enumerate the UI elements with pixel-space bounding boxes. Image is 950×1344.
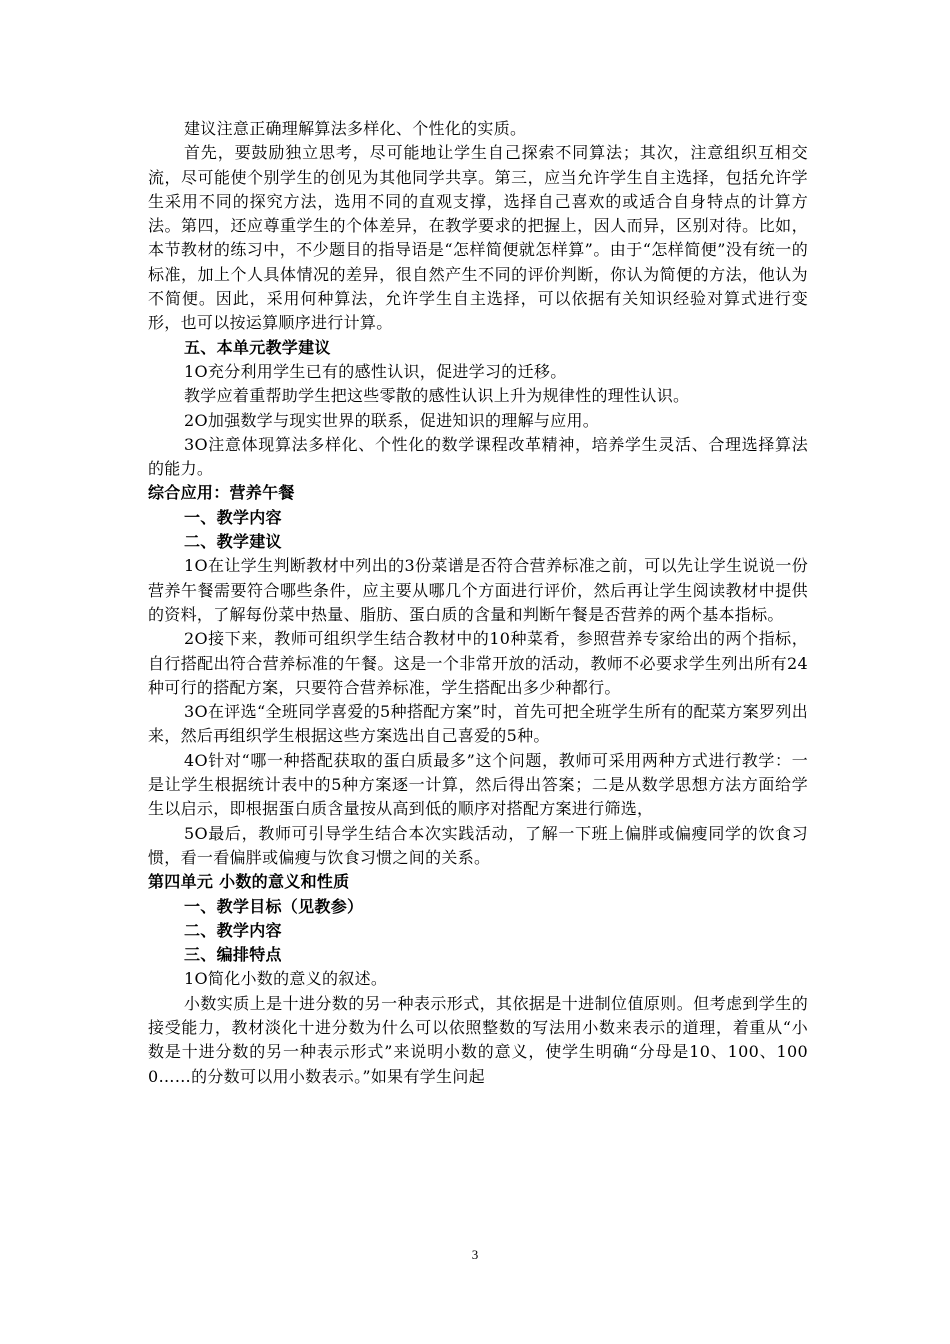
chapter-heading: 综合应用：营养午餐	[148, 483, 295, 503]
section-heading: 五、本单元教学建议	[184, 337, 331, 357]
paragraph: 5O最后，教师可引导学生结合本次实践活动，了解一下班上偏胖或偏瘦同学的饮食习惯，看一看偏胖或偏瘦与饮食习惯之间的关系。	[148, 823, 808, 867]
paragraph: 1O在让学生判断教材中列出的3份菜谱是否符合营养标准之前，可以先让学生说说一份营养午餐需要符合哪些条件，应主要从哪几个方面进行评价，然后再让学生阅读教材中提供的资料，了解每份菜中热量、脂肪、蛋白质的含量和判断午餐是否营养的两个基本指标。	[148, 556, 808, 624]
paragraph: 1O简化小数的意义的叙述。	[184, 969, 388, 989]
section-heading: 三、编排特点	[184, 945, 282, 965]
page-body	[148, 117, 808, 1089]
paragraph: 1O充分利用学生已有的感性认识，促进学习的迁移。	[184, 361, 567, 381]
section-heading: 一、教学目标（见教参）	[184, 896, 364, 916]
paragraph: 3O在评选“全班同学喜爱的5种搭配方案”时，首先可把全班学生所有的配菜方案罗列出来，然后再组织学生根据这些方案选出自己喜爱的5种。	[148, 702, 808, 746]
paragraph: 2O接下来，教师可组织学生结合教材中的10种菜肴，参照营养专家给出的两个指标，自行搭配出符合营养标准的午餐。这是一个非常开放的活动，教师不必要求学生列出所有24种可行的搭配方案，只要符合营养标准，学生搭配出多少种都行。	[148, 629, 808, 697]
paragraph: 3O注意体现算法多样化、个性化的数学课程改革精神，培养学生灵活、合理选择算法的能力。	[148, 434, 808, 479]
page-number: 3	[471, 1247, 479, 1262]
paragraph: 教学应着重帮助学生把这些零散的感性认识上升为规律性的理性认识。	[184, 386, 690, 406]
paragraph: 4O针对“哪一种搭配获取的蛋白质最多”这个问题，教师可采用两种方式进行教学：一是让学生根据统计表中的5种方案逐一计算，然后得出答案；二是从数学思想方法方面给学生以启示，即根据蛋白质含量按从高到低的顺序对搭配方案进行筛选，	[148, 750, 808, 819]
paragraph: 小数实质上是十进分数的另一种表示形式，其依据是十进制位值原则。但考虑到学生的接受能力，教材淡化十进分数为什么可以依照整数的写法用小数来表示的道理，着重从“小数是十进分数的另一种表示形式”来说明小数的意义，使学生明确“分母是10、100、1000……的分数可以用小数表示。”如果有学生问起	[148, 993, 808, 1086]
paragraph: 首先，要鼓励独立思考，尽可能地让学生自己探索不同算法；其次，注意组织互相交流，尽可能使个别学生的创见为其他同学共享。第三，应当允许学生自主选择，包括允许学生采用不同的探究方法，选用不同的直观支撑，选择自己喜欢的或适合自身特点的计算方法。第四，还应尊重学生的个体差异，在教学要求的把握上，因人而异，区别对待。比如，本节教材的练习中，不少题目的指导语是“怎样简便就怎样算”。由于“怎样简便”没有统一的标准，加上个人具体情况的差异，很自然产生不同的评价判断，你认为简便的方法，他认为不简便。因此，采用何种算法，允许学生自主选择，可以依据有关知识经验对算式进行变形，也可以按运算顺序进行计算。	[148, 143, 808, 333]
chapter-heading: 第四单元 小数的意义和性质	[148, 872, 350, 892]
paragraph: 2O加强数学与现实世界的联系，促进知识的理解与应用。	[184, 410, 600, 430]
section-heading: 二、教学建议	[184, 532, 282, 552]
section-heading: 一、教学内容	[184, 507, 282, 527]
section-heading: 二、教学内容	[184, 920, 282, 940]
paragraph: 建议注意正确理解算法多样化、个性化的实质。	[184, 119, 527, 138]
